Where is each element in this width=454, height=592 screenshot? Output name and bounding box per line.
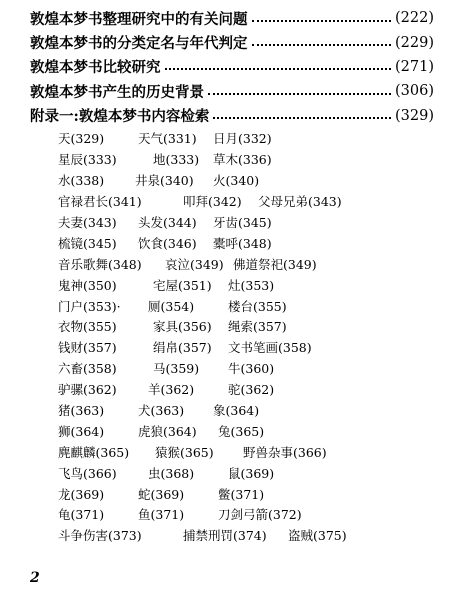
index-entry: 厕(354) xyxy=(148,298,195,314)
toc-entry xyxy=(30,6,434,30)
index-entry: 斗争伤害(373) xyxy=(58,528,142,544)
index-row xyxy=(58,337,438,358)
index-entry: 虫(368) xyxy=(148,465,195,481)
index-entry: 哀泣(349) xyxy=(165,256,224,272)
index-entry: 马(359) xyxy=(153,361,200,377)
toc-entry-title: 附录一:敦煌本梦书内容检索 xyxy=(30,108,210,126)
index-entry: 父母兄弟(343) xyxy=(258,194,342,210)
index-row xyxy=(58,149,438,170)
toc-entry xyxy=(30,55,434,79)
index-entry: 鱼(371) xyxy=(138,507,185,523)
index-row xyxy=(58,232,438,253)
index-entry: 天(329) xyxy=(58,131,105,147)
toc-entry-title: 敦煌本梦书比较研究 xyxy=(30,59,161,77)
index-entry: 鳖(371) xyxy=(218,486,265,502)
index-row xyxy=(58,441,438,462)
toc-entry-page: (271) xyxy=(395,58,434,75)
content-index xyxy=(58,128,438,546)
index-entry: 牙齿(345) xyxy=(213,215,272,230)
index-row xyxy=(58,358,438,379)
index-entry: 绳索(357) xyxy=(228,319,287,335)
index-row xyxy=(58,316,438,337)
index-entry: 六畜(358) xyxy=(58,361,117,377)
toc-entry xyxy=(30,79,434,103)
index-entry: 龙(369) xyxy=(58,486,105,502)
index-row xyxy=(58,420,438,441)
index-entry: 刀剑弓箭(372) xyxy=(218,507,302,523)
index-entry: 猪(363) xyxy=(58,403,105,419)
index-row xyxy=(58,128,438,149)
toc-entry-page: (329) xyxy=(395,107,434,124)
index-entry: 橐呼(348) xyxy=(213,235,272,251)
toc-entry-title: 敦煌本梦书整理研究中的有关问题 xyxy=(30,10,248,28)
index-entry: 牛(360) xyxy=(228,361,275,377)
dot-leader xyxy=(252,43,392,46)
index-row xyxy=(58,525,438,546)
index-entry: 日月(332) xyxy=(213,131,272,147)
index-entry: 夫妻(343) xyxy=(58,215,117,230)
index-entry: 音乐歌舞(348) xyxy=(58,256,142,272)
index-entry: 井泉(340) xyxy=(135,173,194,189)
index-entry: 鬼神(350) xyxy=(58,277,117,293)
toc-entry xyxy=(30,104,434,128)
index-entry: 虎狼(364) xyxy=(138,423,197,439)
index-entry: 钱财(357) xyxy=(58,340,117,356)
toc-entry-page: (306) xyxy=(395,83,434,100)
index-row xyxy=(58,504,438,525)
index-entry: 天气(331) xyxy=(138,131,197,147)
toc-entry-page: (222) xyxy=(395,10,434,27)
index-entry: 叩拜(342) xyxy=(183,194,242,210)
index-row xyxy=(58,191,438,212)
index-row xyxy=(58,253,438,274)
index-entry: 官禄君长(341) xyxy=(58,194,142,210)
index-entry: 地(333) xyxy=(153,152,200,168)
index-row xyxy=(58,212,438,233)
table-of-contents xyxy=(30,6,434,128)
index-entry: 饮食(346) xyxy=(138,235,197,251)
index-entry: 水(338) xyxy=(58,173,105,189)
index-entry: 衣物(355) xyxy=(58,319,117,335)
index-entry: 盗贼(375) xyxy=(288,528,347,544)
index-entry: 门户(353)· xyxy=(58,298,121,314)
index-entry: 宅屋(351) xyxy=(153,277,212,293)
index-entry: 草木(336) xyxy=(213,152,272,168)
index-entry: 羊(362) xyxy=(148,382,195,398)
index-row xyxy=(58,170,438,191)
index-entry: 象(364) xyxy=(213,403,260,419)
index-entry: 火(340) xyxy=(213,173,260,189)
index-entry: 兔(365) xyxy=(218,423,265,439)
index-entry: 驼(362) xyxy=(228,382,275,398)
index-entry: 犬(363) xyxy=(138,403,185,419)
dot-leader xyxy=(252,19,392,22)
index-entry: 捕禁刑罚(374) xyxy=(183,528,267,544)
index-row xyxy=(58,295,438,316)
index-entry: 蛇(369) xyxy=(138,486,185,502)
index-entry: 灶(353) xyxy=(228,277,275,293)
index-entry: 星辰(333) xyxy=(58,152,117,168)
dot-leader xyxy=(165,67,392,70)
index-entry: 佛道祭祀(349) xyxy=(233,256,317,272)
index-entry: 绢帛(357) xyxy=(153,340,212,356)
index-entry: 文书笔画(358) xyxy=(228,340,312,356)
index-entry: 驴骡(362) xyxy=(58,382,117,398)
index-entry: 狮(364) xyxy=(58,423,105,439)
index-entry: 麂麒麟(365) xyxy=(58,444,130,460)
index-row xyxy=(58,379,438,400)
dot-leader xyxy=(213,116,391,119)
page-number: 2 xyxy=(30,570,40,586)
index-entry: 龟(371) xyxy=(58,507,105,523)
toc-entry-title: 敦煌本梦书的分类定名与年代判定 xyxy=(30,35,248,53)
dot-leader xyxy=(208,92,391,95)
toc-entry xyxy=(30,30,434,54)
index-row xyxy=(58,274,438,295)
index-row xyxy=(58,483,438,504)
toc-entry-title: 敦煌本梦书产生的历史背景 xyxy=(30,83,204,101)
index-entry: 家具(356) xyxy=(153,319,212,335)
index-entry: 鼠(369) xyxy=(228,465,275,481)
index-row xyxy=(58,400,438,421)
index-entry: 野兽杂事(366) xyxy=(243,444,327,460)
index-entry: 楼台(355) xyxy=(228,298,287,314)
index-entry: 猿猴(365) xyxy=(155,444,214,460)
index-entry: 梳镜(345) xyxy=(58,235,117,251)
index-entry: 飞鸟(366) xyxy=(58,465,117,481)
index-row xyxy=(58,462,438,483)
index-entry: 头发(344) xyxy=(138,215,197,230)
toc-entry-page: (229) xyxy=(395,34,434,51)
